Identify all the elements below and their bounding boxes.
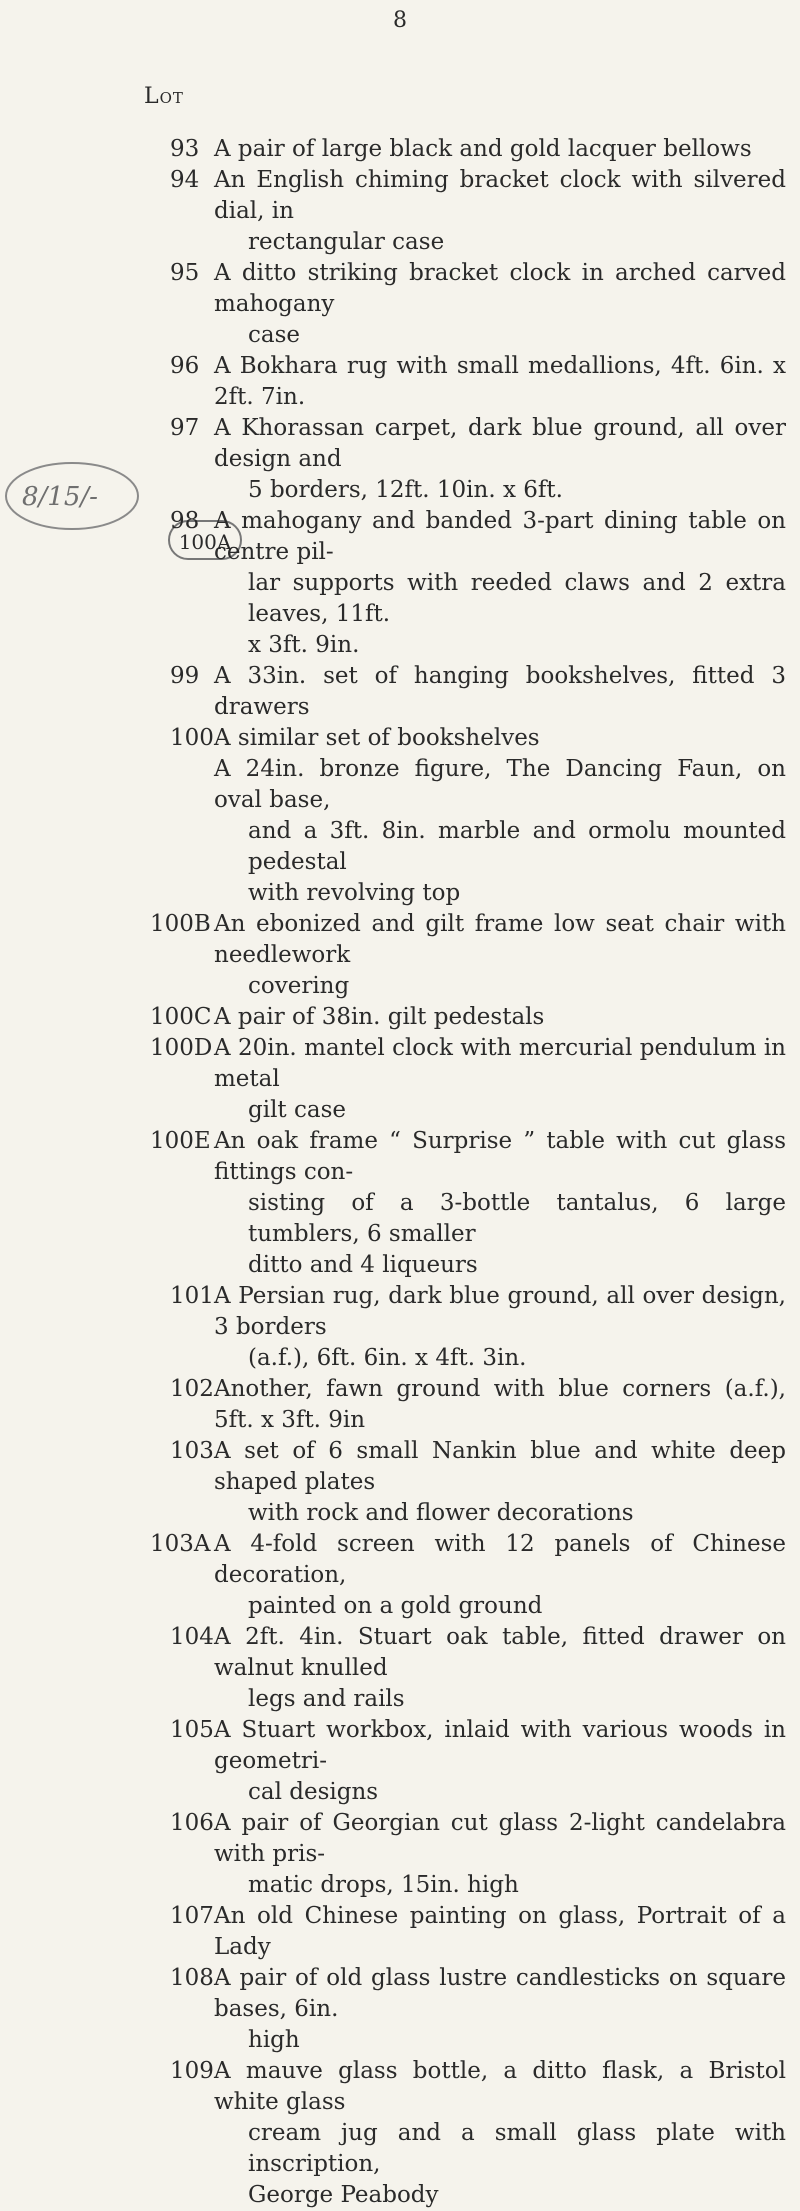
description-line: A Khorassan carpet, dark blue ground, all over design and bbox=[214, 415, 786, 472]
lot-number: 93 bbox=[170, 136, 200, 162]
description-line: A mahogany and banded 3-part dining table on centre pil- bbox=[214, 508, 786, 565]
lot-number: 100 bbox=[170, 725, 214, 751]
lot-description bbox=[214, 1529, 800, 1622]
description-line: cal designs bbox=[248, 1779, 379, 1805]
lot-description bbox=[214, 134, 800, 165]
lot-number: 99 bbox=[170, 663, 200, 689]
description-line: A ditto striking bracket clock in arched carved mahogany bbox=[214, 260, 786, 317]
lot-description bbox=[214, 1033, 800, 1126]
description-line: with revolving top bbox=[248, 880, 461, 906]
description-line: legs and rails bbox=[248, 1686, 405, 1712]
lot-number: 98 bbox=[170, 508, 200, 534]
description-line: matic drops, 15in. high bbox=[248, 1872, 519, 1898]
description-line: A pair of large black and gold lacquer bellows bbox=[214, 136, 752, 162]
circled-lot-number: 100A bbox=[168, 520, 242, 560]
lot-number: 103A bbox=[150, 1531, 211, 1557]
description-line: A pair of old glass lustre candlesticks on square bases, 6in. bbox=[214, 1965, 786, 2022]
description-line: A mauve glass bottle, a ditto flask, a Bristol white glass bbox=[214, 2058, 786, 2115]
lot-number: 94 bbox=[170, 167, 200, 193]
description-line: A Bokhara rug with small medallions, 4ft. 6in. x 2ft. 7in. bbox=[214, 353, 786, 410]
lot-description bbox=[214, 1963, 800, 2056]
description-line: Another, fawn ground with blue corners (a.f.), 5ft. x 3ft. 9in bbox=[214, 1376, 786, 1433]
lot-description bbox=[214, 506, 800, 661]
description-line: case bbox=[248, 322, 301, 348]
lot-entry bbox=[0, 1126, 800, 1281]
lot-number: 95 bbox=[170, 260, 200, 286]
lot-number: 97 bbox=[170, 415, 200, 441]
description-line: covering bbox=[248, 973, 350, 999]
lot-entry bbox=[0, 134, 800, 165]
lot-description bbox=[214, 1281, 800, 1374]
lot-description bbox=[214, 723, 800, 754]
lot-entry bbox=[0, 1808, 800, 1901]
lot-entry bbox=[0, 1963, 800, 2056]
description-line: lar supports with reeded claws and 2 extra leaves, 11ft. bbox=[248, 570, 786, 627]
lot-entry bbox=[0, 1002, 800, 1033]
lot-list bbox=[0, 134, 800, 2211]
lot-number: 100B bbox=[150, 911, 211, 937]
description-line: George Peabody bbox=[248, 2182, 439, 2208]
lot-number: 109 bbox=[170, 2058, 214, 2084]
lot-entry bbox=[0, 506, 800, 661]
lot-entry bbox=[0, 723, 800, 754]
lot-number: 101 bbox=[170, 1283, 214, 1309]
description-line: gilt case bbox=[248, 1097, 346, 1123]
lot-description bbox=[214, 1715, 800, 1808]
lot-number: 104 bbox=[170, 1624, 214, 1650]
lot-entry bbox=[0, 1529, 800, 1622]
lot-entry bbox=[0, 661, 800, 723]
lot-description bbox=[214, 1374, 800, 1436]
lot-number: 108 bbox=[170, 1965, 214, 1991]
lot-number: 103 bbox=[170, 1438, 214, 1464]
lot-description bbox=[214, 1622, 800, 1715]
lot-entry bbox=[0, 1374, 800, 1436]
lot-entry bbox=[0, 258, 800, 351]
description-line: sisting of a 3-bottle tantalus, 6 large tumblers, 6 smaller bbox=[248, 1190, 786, 1247]
lot-description bbox=[214, 413, 800, 506]
lot-number: 107 bbox=[170, 1903, 214, 1929]
description-line: high bbox=[248, 2027, 300, 2053]
description-line: A 33in. set of hanging bookshelves, fitted 3 drawers bbox=[214, 663, 786, 720]
description-line: A 2ft. 4in. Stuart oak table, fitted drawer on walnut knulled bbox=[214, 1624, 786, 1681]
lot-entry bbox=[0, 165, 800, 258]
lot-description bbox=[214, 909, 800, 1002]
lot-entry bbox=[0, 1033, 800, 1126]
lot-description bbox=[214, 1436, 800, 1529]
lot-entry bbox=[0, 1436, 800, 1529]
description-line: A similar set of bookshelves bbox=[214, 725, 540, 751]
lot-number: 105 bbox=[170, 1717, 214, 1743]
description-line: A 4-fold screen with 12 panels of Chinese decoration, bbox=[214, 1531, 786, 1588]
description-line: An oak frame “ Surprise ” table with cut glass fittings con- bbox=[214, 1128, 786, 1185]
description-line: (a.f.), 6ft. 6in. x 4ft. 3in. bbox=[248, 1345, 527, 1371]
description-line: 5 borders, 12ft. 10in. x 6ft. bbox=[248, 477, 563, 503]
lot-description bbox=[214, 1901, 800, 1963]
description-line: cream jug and a small glass plate with inscription, bbox=[248, 2120, 786, 2177]
description-line: An old Chinese painting on glass, Portrait of a Lady bbox=[214, 1903, 786, 1960]
description-line: A Persian rug, dark blue ground, all over design, 3 borders bbox=[214, 1283, 786, 1340]
description-line: A set of 6 small Nankin blue and white deep shaped plates bbox=[214, 1438, 786, 1495]
lot-entry bbox=[0, 1901, 800, 1963]
description-line: A pair of Georgian cut glass 2-light candelabra with pris- bbox=[214, 1810, 786, 1867]
description-line: An ebonized and gilt frame low seat chair with needlework bbox=[214, 911, 786, 968]
description-line: ditto and 4 liqueurs bbox=[248, 1252, 478, 1278]
description-line: and a 3ft. 8in. marble and ormolu mounted pedestal bbox=[248, 818, 786, 875]
lot-entry bbox=[0, 754, 800, 909]
lot-entry bbox=[0, 1622, 800, 1715]
lot-number: 100D bbox=[150, 1035, 213, 1061]
lot-column-header: Lot bbox=[144, 84, 184, 109]
description-line: painted on a gold ground bbox=[248, 1593, 543, 1619]
lot-description bbox=[214, 1002, 800, 1033]
lot-number: 102 bbox=[170, 1376, 214, 1402]
lot-entry bbox=[0, 909, 800, 1002]
description-line: A 24in. bronze figure, The Dancing Faun, on oval base, bbox=[214, 756, 786, 813]
description-line: A pair of 38in. gilt pedestals bbox=[214, 1004, 545, 1030]
lot-description bbox=[214, 754, 800, 909]
description-line: An English chiming bracket clock with silvered dial, in bbox=[214, 167, 786, 224]
lot-number: 96 bbox=[170, 353, 200, 379]
lot-description bbox=[214, 1126, 800, 1281]
lot-description bbox=[214, 661, 800, 723]
lot-description bbox=[214, 2056, 800, 2211]
description-line: with rock and flower decorations bbox=[248, 1500, 634, 1526]
description-line: x 3ft. 9in. bbox=[248, 632, 360, 658]
description-line: A 20in. mantel clock with mercurial pendulum in metal bbox=[214, 1035, 786, 1092]
description-line: rectangular case bbox=[248, 229, 445, 255]
lot-entry bbox=[0, 351, 800, 413]
lot-number: 100C bbox=[150, 1004, 212, 1030]
lot-description bbox=[214, 1808, 800, 1901]
lot-entry bbox=[0, 1281, 800, 1374]
lot-number: 100E bbox=[150, 1128, 211, 1154]
page-number: 8 bbox=[393, 8, 407, 33]
svg-text:8/15/-: 8/15/- bbox=[22, 482, 98, 512]
lot-entry bbox=[0, 2056, 800, 2211]
lot-entry bbox=[0, 413, 800, 506]
lot-description bbox=[214, 258, 800, 351]
description-line: A Stuart workbox, inlaid with various woods in geometri- bbox=[214, 1717, 786, 1774]
lot-number: 106 bbox=[170, 1810, 214, 1836]
lot-description bbox=[214, 351, 800, 413]
lot-entry bbox=[0, 1715, 800, 1808]
lot-description bbox=[214, 165, 800, 258]
